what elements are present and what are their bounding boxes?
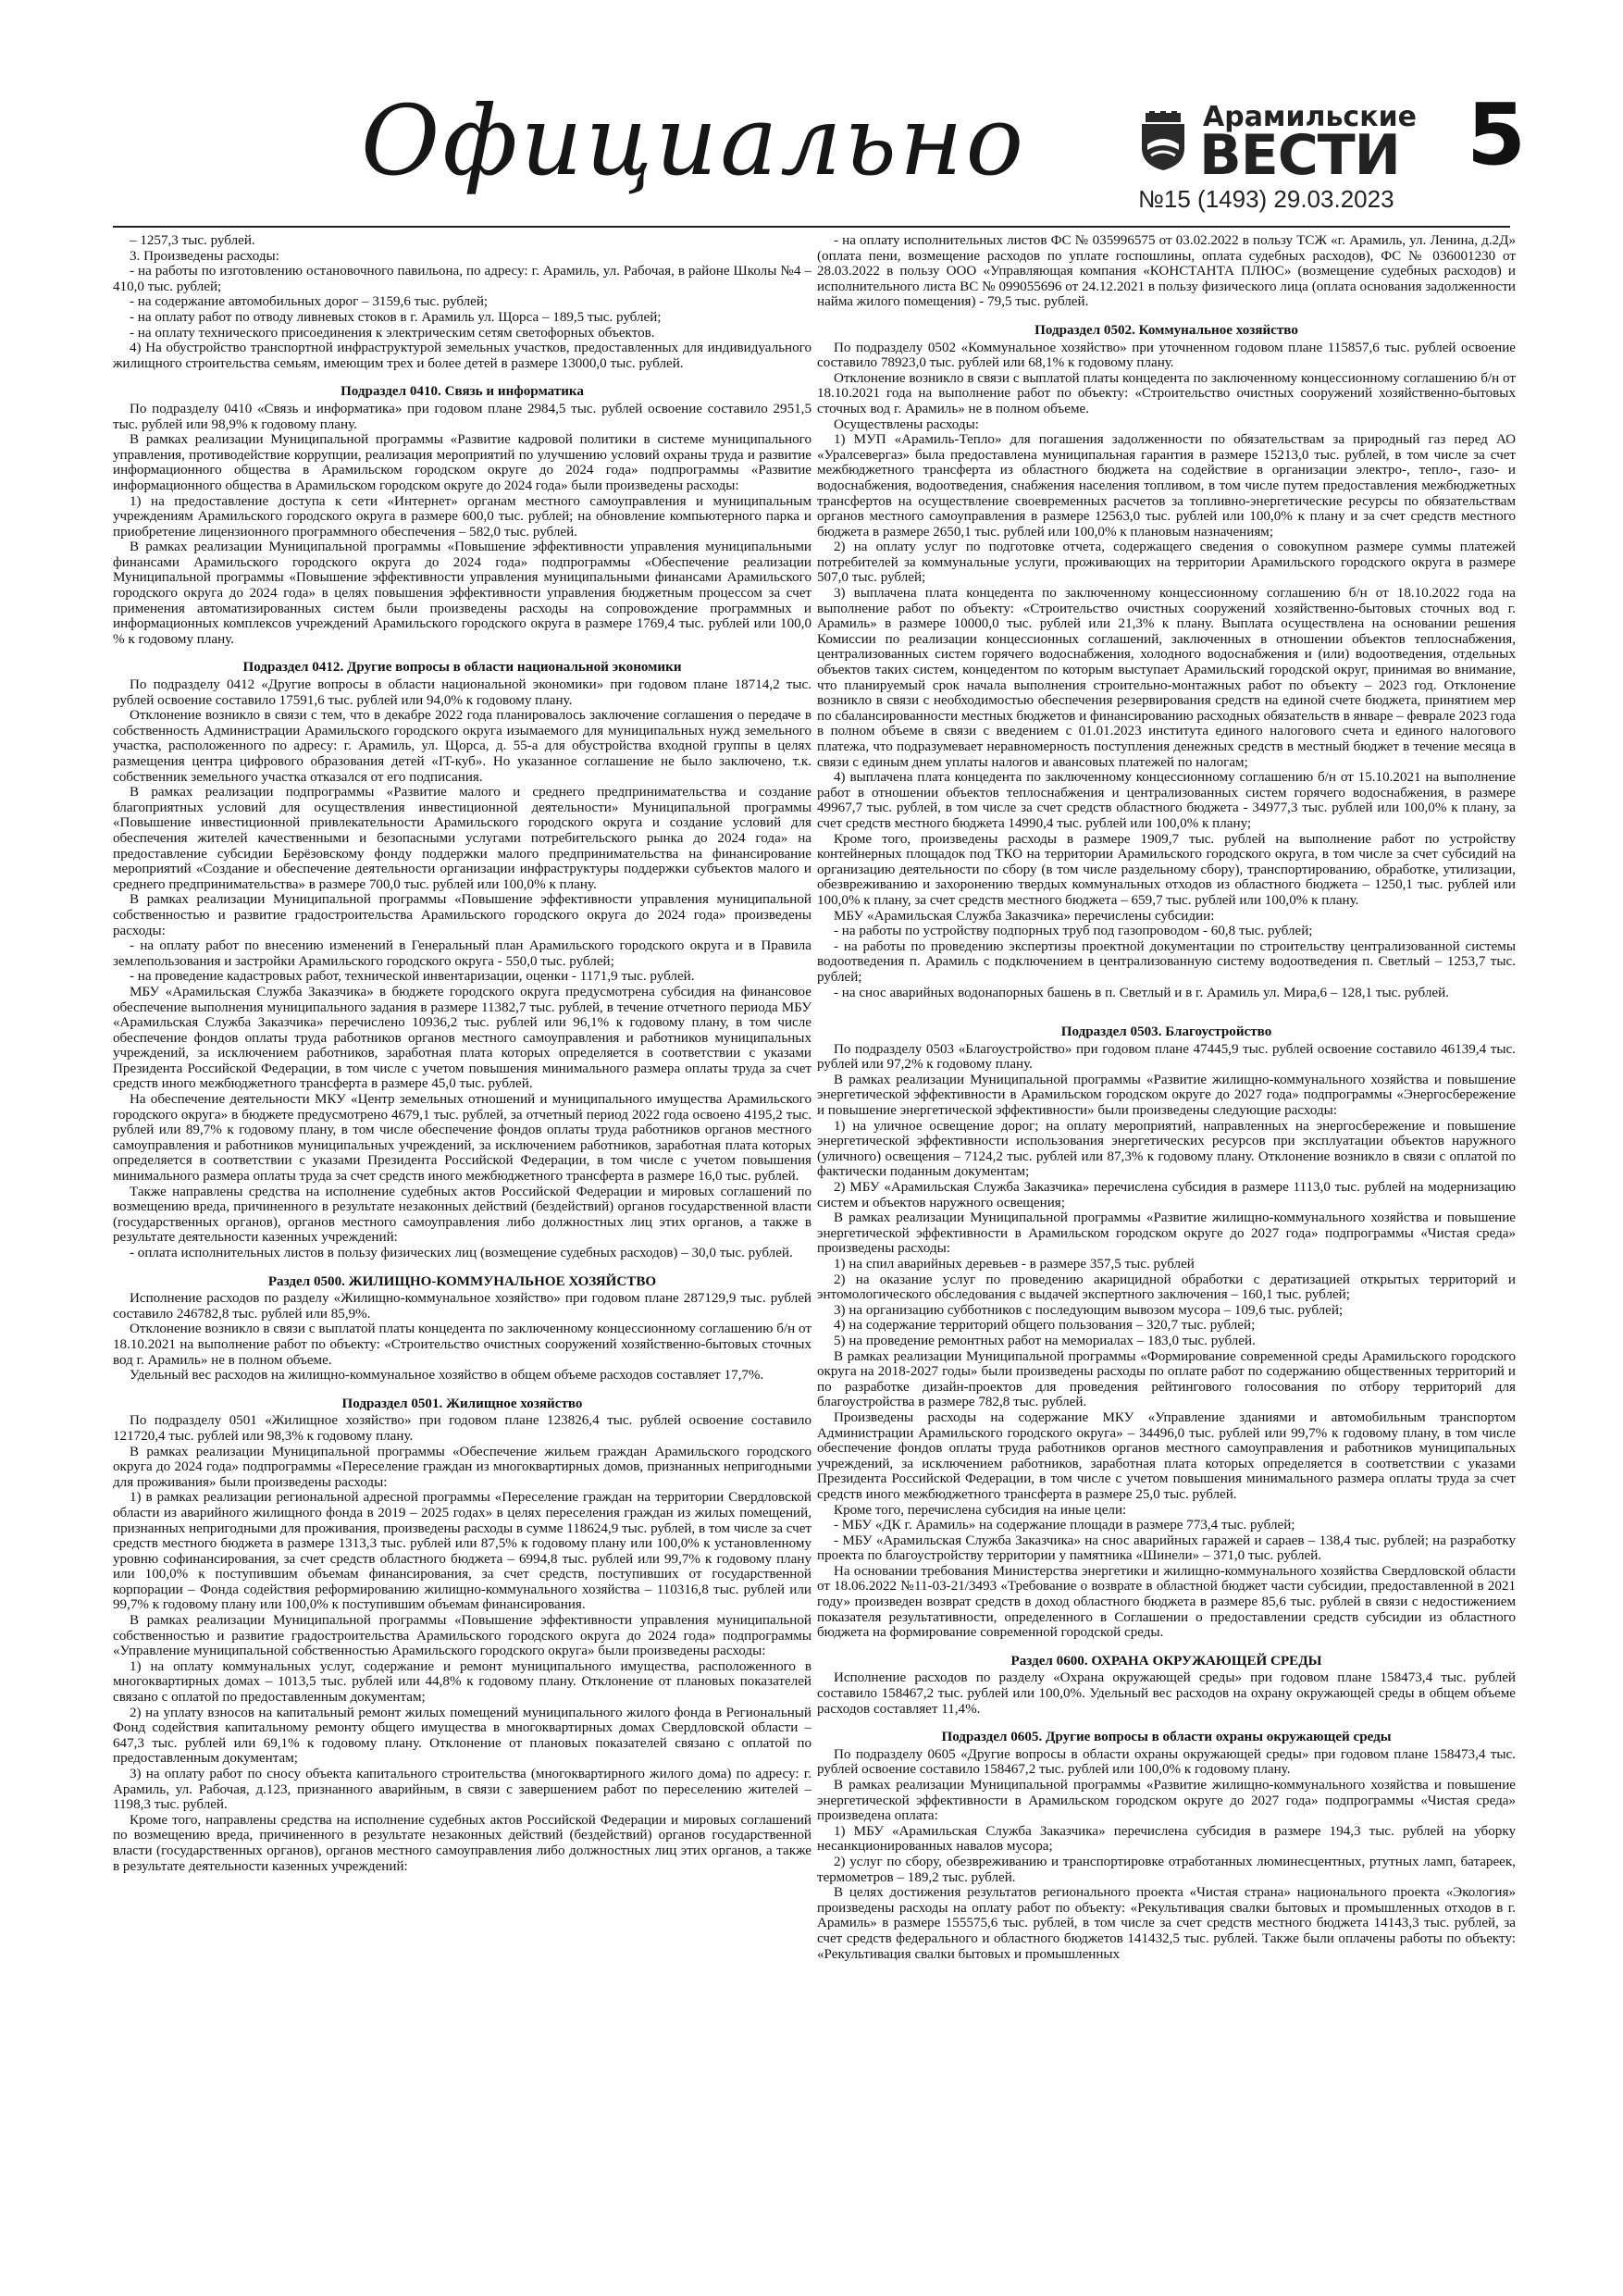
- paragraph: - на проведение кадастровых работ, технической инвентаризации, оценки - 1171,9 тыс. рублей.: [130, 969, 695, 985]
- paragraph: - оплата исполнительных листов в пользу физических лиц (возмещение судебных расходов) – 30,0 тыс. рублей.: [130, 1246, 793, 1260]
- paragraph: В рамках реализации Муниципальной программы «Развитие жилищно-коммунального хозяйства и повышение энергетической эффективности в Арамильском городском округе до 2027 года» подпрограммы «Чистая среда» произведены расходы:: [817, 1210, 1516, 1257]
- paragraph: 2) услуг по сбору, обезвреживанию и транспортировке отработанных люминесцентных, ртутных ламп, батареек, термометров – 189,2 тыс. рублей.: [817, 1854, 1516, 1885]
- paragraph: Исполнение расходов по разделу «Жилищно-коммунальное хозяйство» при годовом плане 287129,9 тыс. рублей составило 246782,8 тыс. рублей или 85,9%.: [113, 1291, 812, 1322]
- paragraph: В рамках реализации Муниципальной программы «Повышение эффективности управления муниципальными финансами Арамильского городского округа до 2024 года» подпрограммы «Обеспечение реализации Муниципальной программы «Повышение эффективности управления муниципальными финансами Арамильского городского округа до 2024 года» в целях повышения эффективности управления бюджетным процессом за счет применения автоматизированных систем были произведены расходы на сопровождение программных и информационных комплексов учреждений Арамильского городского округа в размере 1769,4 тыс. рублей или 100,0 % к годовому плану.: [113, 540, 812, 647]
- paragraph: В целях достижения результатов регионального проекта «Чистая страна» национального проекта «Экология» произведены расходы на оплату работ по объекту: «Рекультивация свалки бытовых и промышленных отходов в г. Арамиль» в размере 155575,6 тыс. рублей, в том числе за счет средств местного бюджета 14143,3 тыс. рублей, за счет средств федерального и областного бюджетов 141432,5 тыс. рублей. Также были оплачены работы по объекту: «Рекультивация свалки бытовых и промышленных: [817, 1885, 1516, 1962]
- page-number: 5: [1467, 85, 1527, 184]
- paragraph: 1) в рамках реализации региональной адресной программы «Переселение граждан на территории Свердловской области из аварийного жилищного фонда в 2019 – 2025 годах» в целях переселения граждан из жилых помещений, признанных непригодными для проживания, произведены расходы в сумме 118624,9 тыс. рублей, в том числе за счет средств местного бюджета в размере 1313,3 тыс. рублей или 87,5% к годовому плану или 100,0% к установленному уровню софинансирования, за счет средств областного бюджета – 6994,8 тыс. рублей или 99,7% к годовому плану или 100,0% к поступившим объемам финансирования, за счет средств, поступивших от государственной корпорации – Фонда содействия реформированию жилищно-коммунального хозяйства – 110316,8 тыс. рублей или 99,7% к годовому плану или 100,0% к поступившим объемам финансирования.: [113, 1490, 812, 1613]
- paragraph: - на работы по устройству подпорных труб под газопроводом - 60,8 тыс. рублей;: [834, 924, 1313, 939]
- paragraph: Кроме того, направлены средства на исполнение судебных актов Российской Федерации и мировых соглашений по возмещению вреда, причиненного в результате незаконных действий (бездействий) органов государственной власти (государственных органов), органов местного самоуправления либо должностных лиц этих органов, а также в результате деятельности казенных учреждений:: [113, 1812, 812, 1874]
- paragraph: МБУ «Арамильская Служба Заказчика» в бюджете городского округа предусмотрена субсидия на финансовое обеспечение выполнения муниципального задания в размере 11382,7 тыс. рублей, в течение отчетного периода МБУ «Арамильская Служба Заказчика» перечислено 10936,2 тыс. рублей или 96,1% к годовому плану, в том числе обеспечение фондов оплаты труда работников органов местного самоуправления и работников муниципальных учреждений, за исключением работников, заработная плата которых определяется в соответствии с указами Президента Российской Федерации, в том числе с учетом повышения минимального размера оплаты труда за счет средств иного межбюджетного трансферта в размере 45,0 тыс. рублей.: [113, 984, 812, 1092]
- paragraph: 1) на спил аварийных деревьев - в размере 357,5 тыс. рублей: [834, 1257, 1195, 1272]
- section-heading: Раздел 0600. ОХРАНА ОКРУЖАЮЩЕЙ СРЕДЫ: [1010, 1653, 1322, 1669]
- paragraph: На основании требования Министерства энергетики и жилищно-коммунального хозяйства Свердловской области от 18.06.2022 №11-03-21/3493 «Требование о возврате в областной бюджет части субсидии, предоставленной в 2021 году» произведен возврат средств в доход областного бюджета в размере 85,6 тыс. рублей в связи с недостижением показателя результативности, определенного в Соглашении о предоставлении средств субсидии из областного бюджета на формирование современной городской среды.: [817, 1563, 1516, 1641]
- paragraph: МБУ «Арамильская Служба Заказчика» перечислены субсидии:: [834, 908, 1215, 924]
- paragraph: Исполнение расходов по разделу «Охрана окружающей среды» при годовом плане 158473,4 тыс. рублей составило 158467,2 тыс. рублей или 100,0%. Удельный вес расходов на охрану окружающей среды в общем объеме расходов составляет 11,4%.: [817, 1670, 1516, 1717]
- paragraph: В рамках реализации подпрограммы «Развитие малого и среднего предпринимательства и создание благоприятных условий для осуществления инвестиционной деятельности» Муниципальной программы «Повышение инвестиционной привлекательности Арамильского городского округа и создание условий для обеспечения жителей качественными и безопасными услугами потребительского рынка до 2024 года» на предоставление субсидии Берёзовскому фонду поддержки малого предпринимательства на финансирование мероприятий «Создание и обеспечение деятельности организации инфраструктуры поддержки субъектов малого и среднего предпринимательства» в размере 700,0 тыс. рублей или 100,0% к плану.: [113, 785, 812, 892]
- paragraph: В рамках реализации Муниципальной программы «Повышение эффективности управления муниципальной собственностью и развитие градостроительства Арамильского городского округа до 2024 года» подпрограммы «Управление муниципальной собственностью Арамильского городского округа» были произведены расходы:: [113, 1613, 812, 1659]
- paragraph: В рамках реализации Муниципальной программы «Развитие жилищно-коммунального хозяйства и повышение энергетической эффективности в Арамильском городском округе до 2027 года» подпрограммы «Энергосбережение и повышение энергетической эффективности» были произведены следующие расходы:: [817, 1072, 1516, 1119]
- paragraph: 2) на уплату взносов на капитальный ремонт жилых помещений муниципального жилого фонда в Региональный Фонд содействия капитальному ремонту общего имущества в многоквартирных домах Свердловской области – 647,3 тыс. рублей или 69,1% к годовому плану. Отклонение от плановых показателей связано с оплатой по предоставленным документам;: [113, 1705, 812, 1767]
- paragraph: - на снос аварийных водонапорных башень в п. Светлый и в г. Арамиль ул. Мира,6 – 128,1 тыс. рублей.: [834, 985, 1449, 1000]
- paragraph: - на оплату исполнительных листов ФС № 035996575 от 03.02.2022 в пользу ТСЖ «г. Арамиль, ул. Ленина, д.2Д» (оплата пени, возмещение расходов по уплате госпошлины, оплата судебных расходов), ФС № 036001230 от 28.03.2022 в пользу ООО «Управляющая компания «КОНСТАНТА ПЛЮС» (возмещение судебных расходов) и исполнительного листа ВС № 099055696 от 24.12.2021 в пользу физического лица (оплата основания задолженности найма жилого помещения) - 79,5 тыс. рублей.: [817, 233, 1516, 310]
- paragraph: По подразделу 0412 «Другие вопросы в области национальной экономики» при годовом плане 18714,2 тыс. рублей освоение составило 17591,6 тыс. рублей или 94,0% к годовому плану.: [113, 677, 812, 708]
- text-column-left: [113, 233, 812, 2269]
- page-title: Официально: [361, 84, 1027, 197]
- section-heading: Подраздел 0410. Связь и информатика: [341, 384, 584, 400]
- paragraph: 1) МБУ «Арамильская Служба Заказчика» перечислена субсидия в размере 194,3 тыс. рублей на уборку несанкционированных навалов мусора;: [817, 1823, 1516, 1855]
- paragraph: В рамках реализации Муниципальной программы «Обеспечение жильем граждан Арамильского городского округа до 2024 года» подпрограммы «Переселение граждан из многоквартирных домов, признанных непригодными для проживания» были произведены расходы:: [113, 1444, 812, 1490]
- page-header: [0, 0, 1623, 231]
- paragraph: Удельный вес расходов на жилищно-коммунальное хозяйство в общем объеме расходов составляет 17,7%.: [130, 1368, 764, 1384]
- paragraph: 1) на предоставление доступа к сети «Интернет» органам местного самоуправления и муниципальным учреждениям Арамильского городского округа в размере 600,0 тыс. рублей; на обновление компьютерного парка и приобретение лицензионного программного обеспечения – 582,0 тыс. рублей.: [113, 493, 812, 540]
- paragraph: В рамках реализации Муниципальной программы «Развитие кадровой политики в системе муниципального управления, противодействие коррупции, реализация мероприятий по улучшению условий охраны труда и развитие информационного общества в Арамильском городском округе до 2024 года» подпрограммы «Развитие информационного общества в Арамильском городском округе до 2024 года» были произведены расходы:: [113, 432, 812, 493]
- paragraph: По подразделу 0502 «Коммунальное хозяйство» при уточненном годовом плане 115857,6 тыс. рублей освоение составило 78923,0 тыс. рублей или 68,1% к годовому плану.: [817, 340, 1516, 371]
- paragraph: 3. Произведены расходы:: [130, 248, 279, 264]
- paragraph: 3) на организацию субботников с последующим вывозом мусора – 109,6 тыс. рублей;: [834, 1302, 1344, 1318]
- paragraph: 4) выплачена плата концедента по заключенному концессионному соглашению б/н от 15.10.2021 на выполнение работ в отношении объектов теплоснабжения и централизованных систем горячего водоснабжения, в размере 49967,7 тыс. рублей, в том числе за счет средств областного бюджета - 34977,3 тыс. рублей или 100,0% к плану, за счет средств местного бюджета 14990,4 тыс. рублей или 100,0% к плану;: [817, 770, 1516, 831]
- paragraph: По подразделу 0501 «Жилищное хозяйство» при годовом плане 123826,4 тыс. рублей освоение составило 121720,4 тыс. рублей или 98,3% к годовому плану.: [113, 1413, 812, 1444]
- paragraph: На обеспечение деятельности МКУ «Центр земельных отношений и муниципального имущества Арамильского городского округа» в бюджете предусмотрено 4679,1 тыс. рублей, за отчетный период 2022 года освоено 4195,2 тыс. рублей или 89,7% к годовому плану, в том числе обеспечение фондов оплаты труда работников органов местного самоуправления и работников муниципальных учреждений, за исключением работников, заработная плата которых определяется в соответствии с указами Президента Российской Федерации, в том числе с учетом повышения минимального размера оплаты труда за счет средств иного межбюджетного трансферта в размере 16,0 тыс. рублей.: [113, 1092, 812, 1185]
- paragraph: По подразделу 0503 «Благоустройство» при годовом плане 47445,9 тыс. рублей освоение составило 46139,4 тыс. рублей или 97,2% к годовому плану.: [817, 1041, 1516, 1073]
- paragraph: По подразделу 0605 «Другие вопросы в области охраны окружающей среды» при годовом плане 158473,4 тыс. рублей освоение составило 158467,2 тыс. рублей или 100,0% к годовому плану.: [817, 1746, 1516, 1778]
- newspaper-masthead: [1138, 101, 1417, 213]
- paragraph: В рамках реализации Муниципальной программы «Развитие жилищно-коммунального хозяйства и повышение энергетической эффективности в Арамильском городском округе до 2027 года» подпрограммы «Чистая среда» произведена оплата:: [817, 1778, 1516, 1824]
- issue-number-date: №15 (1493) 29.03.2023: [1138, 185, 1394, 213]
- paragraph: - на работы по изготовлению остановочного павильона, по адресу: г. Арамиль, ул. Рабочая, в районе Школы №4 – 410,0 тыс. рублей;: [113, 264, 812, 294]
- paragraph: - на оплату работ по внесению изменений в Генеральный план Арамильского городского округа и в Правила землепользования и застройки Арамильского городского округа - 550,0 тыс. рублей;: [113, 938, 812, 969]
- section-heading: Подраздел 0503. Благоустройство: [1060, 1024, 1272, 1040]
- paragraph: 2) МБУ «Арамильская Служба Заказчика» перечислена субсидия в размере 1113,0 тыс. рублей на модернизацию систем и объектов наружного освещения;: [817, 1180, 1516, 1210]
- paragraph: 4) На обустройство транспортной инфраструктурой земельных участков, предоставленных для индивидуального жилищного строительства семьям, имеющим трех и более детей в размере 13000,0 тыс. рублей.: [113, 341, 812, 371]
- text-column-right: [817, 233, 1516, 2269]
- section-heading: Подраздел 0502. Коммунальное хозяйство: [1035, 322, 1298, 338]
- coat-of-arms-icon: [1138, 111, 1188, 172]
- paragraph: 2) на оплату услуг по подготовке отчета, содержащего сведения о совокупном размере суммы платежей потребителей за коммунальные услуги, проживающих на территории Арамильского городского округа в размере 507,0 тыс. рублей;: [817, 540, 1516, 586]
- paragraph: 3) выплачена плата концедента по заключенному концессионному соглашению б/н от 18.10.2022 года на выполнение работ по объекту: «Строительство очистных сооружений хозяйственно-бытовых сточных вод г. Арамиль» в размере 10000,0 тыс. рублей или 21,3% к плану. Выплата осуществлена на основании решения Комиссии по реализации концессионных соглашений, заключенных в отношении объектов теплоснабжения, централизованных систем горячего водоснабжения, холодного водоснабжения и (или) водоотведения, отдельных объектов таких систем, концедентом по которым выступает Арамильский городской округ, принимая во внимание, что планируемый срок начала выполнения строительно-монтажных работ по объекту – 2023 год. Отклонение возникло в связи с необходимостью обеспечения резервирования средств на единой счете бюджета, принятием мер по сбалансированности местных бюджетов и финансированию расходных обязательств в январе – феврале 2023 года в полном объеме в связи с введением с 01.01.2023 института единого налогового счета и единого налогового платежа, что подразумевает неравномерность поступления денежных средств в местный бюджет в течение месяца в связи с единым днем уплаты налогов и авансовых платежей по налогам;: [817, 586, 1516, 770]
- header-divider: [113, 226, 1510, 228]
- paragraph: 5) на проведение ремонтных работ на мемориалах – 183,0 тыс. рублей.: [834, 1333, 1256, 1348]
- paragraph: – 1257,3 тыс. рублей.: [130, 233, 255, 248]
- paragraph: 3) на оплату работ по сносу объекта капитального строительства (многоквартирного жилого дома) по адресу: г. Арамиль, ул. Рабочая, д.123, признанного аварийным, в связи с завершением работ по переселению жителей – 1198,3 тыс. рублей.: [113, 1767, 812, 1813]
- brand-name-large: ВЕСТИ: [1199, 123, 1400, 188]
- section-heading: Подраздел 0501. Жилищное хозяйство: [341, 1396, 583, 1411]
- paragraph: Произведены расходы на содержание МКУ «Управление зданиями и автомобильным транспортом Администрации Арамильского городского округа» – 34496,0 тыс. рублей или 99,7% к годовому плану, в том числе обеспечение фондов оплаты труда работников органов местного самоуправления и работников муниципальных учреждений, за исключением работников, заработная плата которых определяется в соответствии с указами Президента Российской Федерации, в том числе с учетом повышения минимального размера оплаты труда за счет средств иного межбюджетного трансферта в размере 25,0 тыс. рублей.: [817, 1409, 1516, 1502]
- paragraph: 1) МУП «Арамиль-Тепло» для погашения задолженности по обязательствам за природный газ перед АО «Уралсевергаз» была предоставлена муниципальная гарантия в размере 15213,0 тыс. рублей, в том числе за счет межбюджетного трансферта из областного бюджета на содействие в организации электро-, тепло-, газо- и водоснабжения, водоотведения, снабжения населения топливом, в том числе путем предоставления межбюджетных трансфертов на осуществление своевременных расчетов за топливно-энергетические ресурсы по обязательствам органов местного самоуправления в размере 12563,0 тыс. рублей или 100,0% к плану и за счет средств местного бюджета в размере 2650,1 тыс. рублей или 100,0% к плановым назначениям;: [817, 432, 1516, 540]
- paragraph: 1) на уличное освещение дорог; на оплату мероприятий, направленных на энергосбережение и повышение энергетической эффективности использования энергетических ресурсов при эксплуатации объектов наружного (уличного) освещения – 7124,2 тыс. рублей или 87,3% к годовому плану. Отклонение возникло в связи с оплатой по фактически поданным документам;: [817, 1118, 1516, 1180]
- paragraph: По подразделу 0410 «Связь и информатика» при годовом плане 2984,5 тыс. рублей освоение составило 2951,5 тыс. рублей или 98,9% к годовому плану.: [113, 401, 812, 432]
- paragraph: - МБУ «Арамильская Служба Заказчика» на снос аварийных гаражей и сараев – 138,4 тыс. рублей; на разработку проекта по благоустройству территории у памятника «Шинели» – 371,0 тыс. рублей.: [817, 1533, 1516, 1564]
- paragraph: Кроме того, перечислена субсидия на иные цели:: [834, 1502, 1127, 1518]
- paragraph: 2) на оказание услуг по проведению акарицидной обработки с дератизацией открытых территорий и энтомологического обследования с выдачей экспертного заключения – 160,1 тыс. рублей;: [817, 1272, 1516, 1303]
- paragraph: Отклонение возникло в связи с тем, что в декабре 2022 года планировалось заключение соглашения о передаче в собственность Администрации Арамильского городского округа изымаемого для муниципальных нужд земельного участка, расположенного по адресу: г. Арамиль, ул. Щорса, д. 55-а для обустройства входной группы в целях размещения центра цифрового образования детей «IT-куб». Но указанное соглашение не было заключено, т.к. собственник земельного участка отказался от его подписания.: [113, 708, 812, 785]
- paragraph: Осуществлены расходы:: [834, 416, 979, 432]
- paragraph: В рамках реализации Муниципальной программы «Повышение эффективности управления муниципальной собственностью и развитие градостроительства Арамильского городского округа до 2024 года» произведены расходы:: [113, 892, 812, 938]
- paragraph: Кроме того, произведены расходы в размере 1909,7 тыс. рублей на выполнение работ по устройству контейнерных площадок под ТКО на территории Арамильского городского округа, в том числе за счет субсидий на организацию деятельности по сбору (в том числе раздельному сбору), транспортированию, обработке, утилизации, обезвреживанию и захоронению твердых коммунальных отходов из областного бюджета – 1250,1 тыс. рублей или 100,0% к плану, за счет средств местного бюджета – 659,7 тыс. рублей или 100,0% к плану.: [817, 831, 1516, 908]
- paragraph: - на содержание автомобильных дорог – 3159,6 тыс. рублей;: [130, 294, 489, 310]
- paragraph: - на оплату технического присоединения к электрическим сетям светофорных объектов.: [130, 325, 655, 341]
- paragraph: Также направлены средства на исполнение судебных актов Российской Федерации и мировых соглашений по возмещению вреда, причиненного в результате незаконных действий (бездействий) органов государственной власти (государственных органов), органов местного самоуправления либо должностных лиц этих органов, а также в результате деятельности казенных учреждений:: [113, 1184, 812, 1246]
- brand-name-small: Арамильские: [1203, 101, 1417, 133]
- paragraph: Отклонение возникло в связи с выплатой платы концедента по заключенному концессионному соглашению б/н от 18.10.2021 года на выполнение работ по объекту: «Строительство очистных сооружений хозяйственно-бытовых сточных вод г. Арамиль» не в полном объеме.: [817, 370, 1516, 416]
- section-heading: Подраздел 0605. Другие вопросы в области охраны окружающей среды: [941, 1730, 1392, 1745]
- paragraph: 4) на содержание территорий общего пользования – 320,7 тыс. рублей;: [834, 1318, 1256, 1334]
- paragraph: - на работы по проведению экспертизы проектной документации по строительству централизованной системы водоотведения п. Арамиль с подключением в централизованную систему водоотведения п. Светлый – 1253,7 тыс. рублей;: [817, 938, 1516, 985]
- paragraph: Отклонение возникло в связи с выплатой платы концедента по заключенному концессионному соглашению б/н от 18.10.2021 на выполнение работ по объекту: «Строительство очистных сооружений хозяйственно-бытовых сточных вод г. Арамиль» не в полном объеме.: [113, 1322, 812, 1368]
- paragraph: - на оплату работ по отводу ливневых стоков в г. Арамиль ул. Щорса – 189,5 тыс. рублей;: [130, 309, 662, 325]
- paragraph: 1) на оплату коммунальных услуг, содержание и ремонт муниципального имущества, расположенного в многоквартирных домах – 1013,5 тыс. рублей или 44,8% к годовому плану. Отклонение от плановых показателей связано с оплатой по предоставленным документам;: [113, 1658, 812, 1706]
- section-heading: Подраздел 0412. Другие вопросы в области национальной экономики: [242, 660, 682, 676]
- spacer: [817, 1000, 1516, 1011]
- paragraph: - МБУ «ДК г. Арамиль» на содержание площади в размере 773,4 тыс. рублей;: [834, 1518, 1295, 1533]
- section-heading: Раздел 0500. ЖИЛИЩНО-КОММУНАЛЬНОЕ ХОЗЯЙСТВО: [267, 1273, 657, 1289]
- paragraph: В рамках реализации Муниципальной программы «Формирование современной среды Арамильского городского округа на 2018-2027 годы» были произведены расходы по оплате работ по содержанию общественных территорий и по разработке дизайн-проектов для проведения рейтингового голосования по отбору территорий для благоустройства в размере 782,8 тыс. рублей.: [817, 1348, 1516, 1410]
